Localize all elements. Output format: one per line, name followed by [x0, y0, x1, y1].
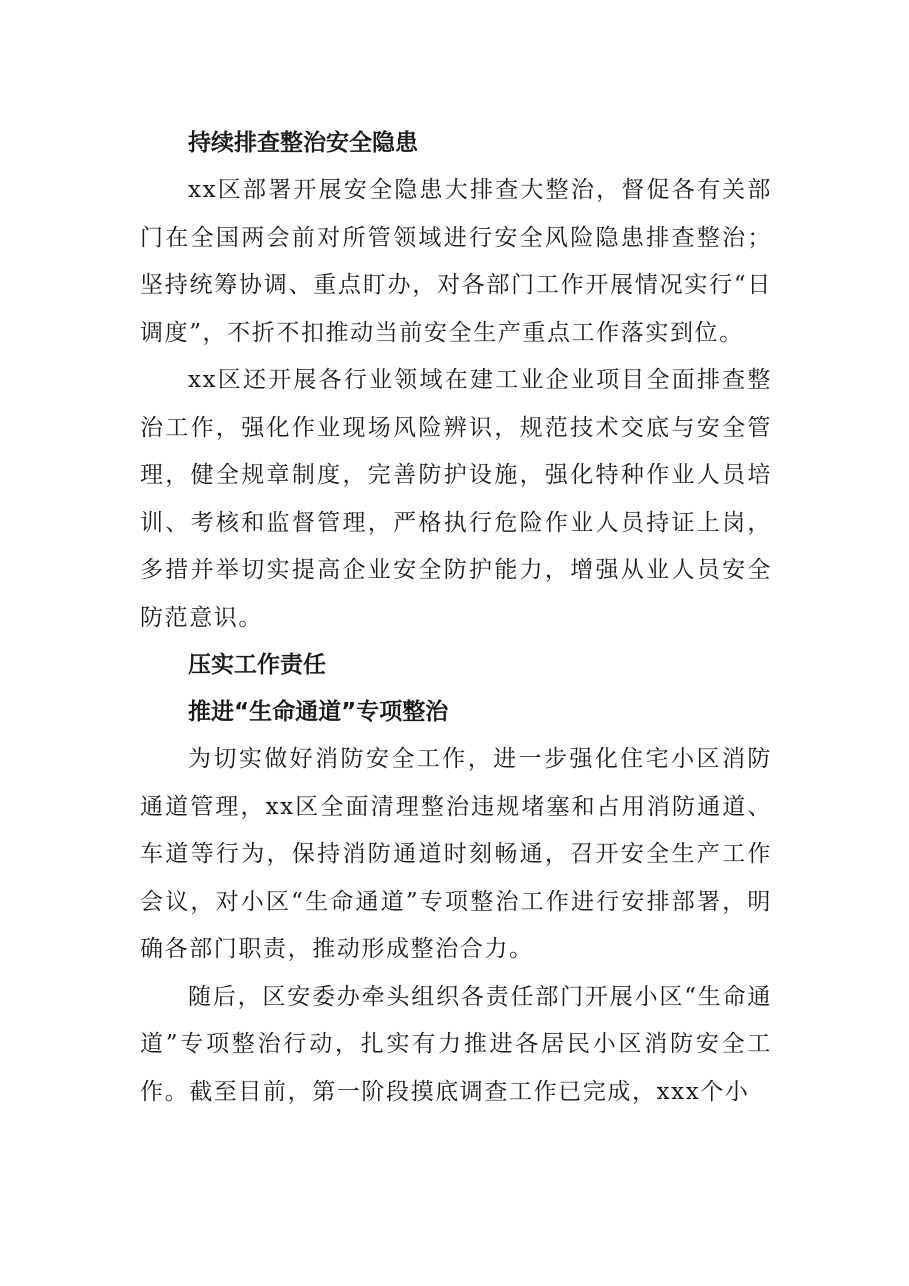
paragraph-industrial-inspection: xx区还开展各行业领域在建工业企业项目全面排查整治工作，强化作业现场风险辨识，规范技术交底与安全管理，健全规章制度，完善防护设施，强化特种作业人员培训、考核和监督管理，严格执行危险作业人员持证上岗，多措并举切实提高企业安全防护能力，增强从业人员安全防范意识。 — [140, 367, 772, 631]
paragraph-fire-channel-management: 为切实做好消防安全工作，进一步强化住宅小区消防通道管理，xx区全面清理整治违规堵塞和占用消防通道、车道等行为，保持消防通道时刻畅通，召开安全生产工作会议，对小区“生命通道”专项整治工作进行安排部署，明确各部门职责，推动形成整治合力。 — [140, 746, 772, 962]
document-body — [140, 120, 772, 1116]
section-heading-life-channel: 推进“生命通道”专项整治 — [188, 699, 449, 725]
paragraph-special-action: 随后，区安委办牵头组织各责任部门开展小区“生命通道”专项整治行动，扎实有力推进各居民小区消防安全工作。截至目前，第一阶段摸底调查工作已完成，xxx个小 — [140, 983, 772, 1105]
section-heading-responsibility: 压实工作责任 — [188, 652, 326, 678]
paragraph-hazard-deployment: xx区部署开展安全隐患大排查大整治，督促各有关部门在全国两会前对所管领域进行安全风险隐患排查整治；坚持统筹协调、重点盯办，对各部门工作开展情况实行“日调度”，不折不扣推动当前安全生产重点工作落实到位。 — [140, 177, 772, 346]
section-heading-hazard-inspection: 持续排查整治安全隐患 — [188, 130, 418, 156]
